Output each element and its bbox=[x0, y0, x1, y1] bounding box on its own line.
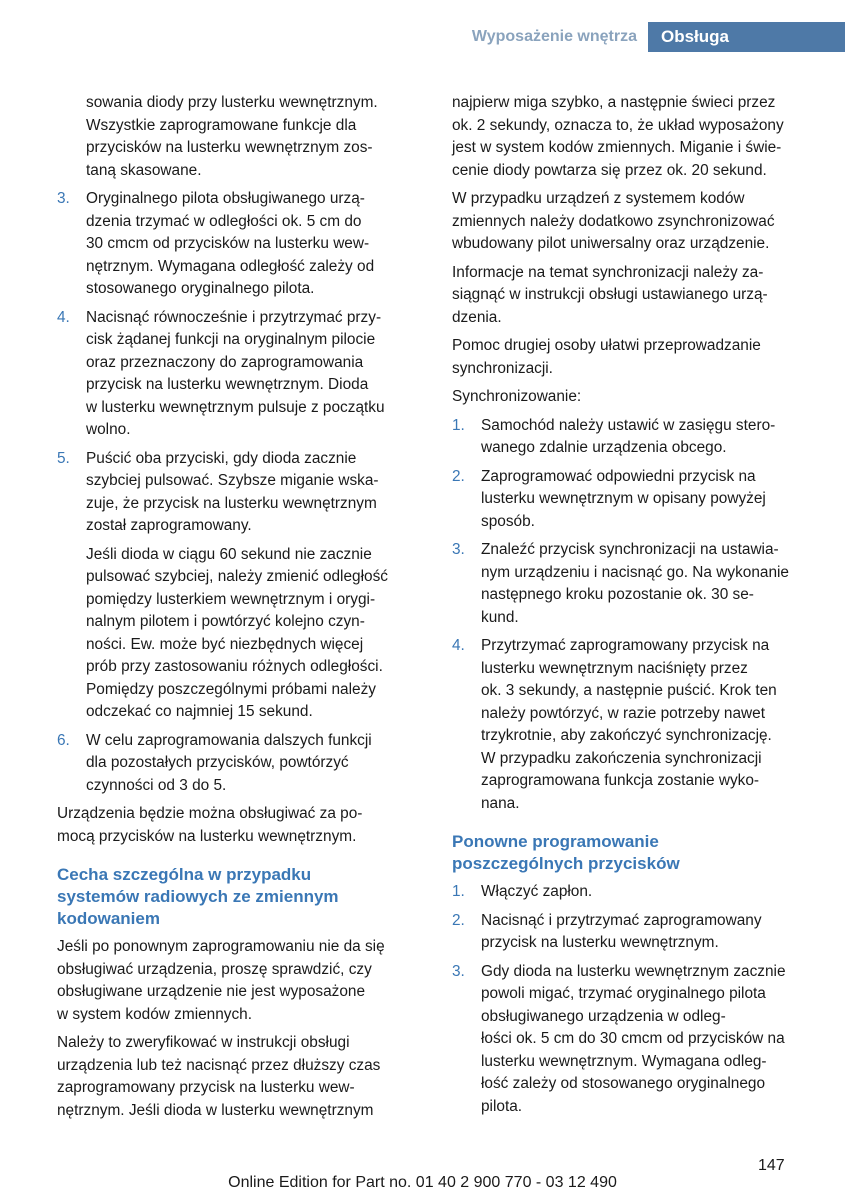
text-line: Jeśli po ponownym zaprogramowaniu nie da się bbox=[57, 938, 385, 955]
paragraph bbox=[452, 262, 822, 330]
list-item-text bbox=[481, 466, 822, 534]
text-line: Przytrzymać zaprogramowany przycisk na bbox=[481, 637, 770, 654]
list-number: 6. bbox=[57, 731, 70, 749]
text-line: prób przy zastosowaniu różnych odległości. bbox=[86, 658, 383, 675]
text-line: Zaprogramować odpowiedni przycisk na bbox=[481, 467, 756, 485]
text-line: dzenia trzymać w odległości ok. 5 cm do bbox=[86, 212, 362, 230]
list-item bbox=[452, 415, 822, 460]
text-line: Pomiędzy poszczególnymi próbami należy bbox=[86, 680, 376, 698]
text-line: siągnąć w instrukcji obsługi ustawianego urzą- bbox=[452, 286, 768, 303]
list-number: 2. bbox=[452, 911, 465, 929]
text-line: lusterku wewnętrznym naciśnięty przez bbox=[481, 659, 748, 677]
text-line: łości ok. 5 cm do 30 cmcm od przycisków na bbox=[481, 1030, 785, 1047]
list-number: 2. bbox=[452, 467, 465, 485]
left-column bbox=[57, 92, 427, 1128]
list-item-text bbox=[481, 415, 822, 460]
text-line: w lusterku wewnętrznym pulsuje z początku bbox=[86, 398, 385, 416]
section-heading-reprogramming bbox=[452, 831, 822, 875]
list-item-text bbox=[481, 961, 822, 1119]
text-line: cisk żądanej funkcji na oryginalnym pilocie bbox=[86, 331, 376, 348]
text-line: pomiędzy lusterkiem wewnętrznym i orygi- bbox=[86, 590, 376, 608]
text-line: W przypadku zakończenia synchronizacji bbox=[481, 749, 762, 767]
list-item bbox=[452, 635, 822, 815]
list-item-text bbox=[86, 188, 427, 301]
list-number: 1. bbox=[452, 883, 465, 900]
text-line: systemów radiowych ze zmiennym bbox=[57, 887, 339, 906]
text-line: w system kodów zmiennych. bbox=[57, 1005, 253, 1023]
text-line: Oryginalnego pilota obsługiwanego urzą- bbox=[86, 190, 365, 207]
list-item bbox=[452, 961, 822, 1119]
text-line: sowania diody przy lusterku wewnętrznym. bbox=[86, 94, 378, 111]
text-line: wolno. bbox=[86, 421, 131, 438]
text-line: wbudowany pilot uniwersalny oraz urządzenie. bbox=[452, 235, 770, 252]
header-chapter-tab: Obsługa bbox=[648, 22, 845, 52]
list-item bbox=[57, 448, 427, 724]
list-item-text bbox=[86, 448, 427, 538]
text-line: łość zależy od stosowanego oryginalnego bbox=[481, 1075, 766, 1092]
text-line: nalnym pilotem i powtórzyć kolejno czyn- bbox=[86, 613, 365, 630]
text-line: Jeśli dioda w ciągu 60 sekund nie zacznie bbox=[86, 545, 372, 563]
text-line: Gdy dioda na lusterku wewnętrznym zacznie bbox=[481, 962, 786, 980]
paragraph bbox=[452, 188, 822, 256]
text-line: W przypadku urządzeń z systemem kodów bbox=[452, 190, 745, 207]
text-line: nana. bbox=[481, 794, 520, 812]
list-number: 4. bbox=[57, 308, 70, 326]
text-line: poszczególnych przycisków bbox=[452, 854, 680, 873]
closing-paragraph bbox=[57, 803, 427, 848]
text-line: odczekać co najmniej 15 sekund. bbox=[86, 703, 313, 720]
paragraph bbox=[57, 1032, 427, 1122]
list-item bbox=[452, 881, 822, 904]
text-line: następnego kroku pozostanie ok. 30 se- bbox=[481, 586, 754, 603]
text-line: Znaleźć przycisk synchronizacji na ustawia- bbox=[481, 541, 779, 558]
text-line: jest w system kodów zmiennych. Miganie i świe- bbox=[452, 139, 782, 156]
text-line: pilota. bbox=[481, 1097, 523, 1115]
list-item-text bbox=[86, 307, 427, 442]
text-line: Samochód należy ustawić w zasięgu stero- bbox=[481, 416, 776, 434]
text-line: szybciej pulsować. Szybsze miganie wska- bbox=[86, 472, 379, 489]
text-line: nętrznym. Jeśli dioda w lusterku wewnętrznym bbox=[57, 1101, 374, 1119]
right-column bbox=[452, 92, 822, 1124]
text-line: W celu zaprogramowania dalszych funkcji bbox=[86, 731, 372, 749]
text-line: Nacisnąć i przytrzymać zaprogramowany bbox=[481, 911, 762, 929]
text-line: zaprogramowana funkcja zostanie wyko- bbox=[481, 772, 760, 789]
list-item bbox=[57, 730, 427, 798]
paragraph bbox=[452, 335, 822, 380]
text-line: ności. Ew. może być niezbędnych więcej bbox=[86, 635, 364, 653]
text-line: zuje, że przycisk na lusterku wewnętrznym bbox=[86, 494, 377, 512]
list-number: 3. bbox=[452, 962, 465, 980]
text-line: urządzenia lub też nacisnąć przez dłuższy czas bbox=[57, 1056, 381, 1074]
page-header bbox=[0, 22, 845, 52]
text-line: obsługiwane urządzenie nie jest wyposażone bbox=[57, 983, 366, 1000]
text-line: sposób. bbox=[481, 512, 535, 530]
text-line: zaprogramowany przycisk na lusterku wew- bbox=[57, 1079, 355, 1096]
text-line: Ponowne programowanie bbox=[452, 832, 659, 851]
list-item bbox=[452, 466, 822, 534]
list-item bbox=[57, 307, 427, 442]
text-line: ok. 2 sekundy, oznacza to, że układ wyposażony bbox=[452, 116, 784, 134]
text-line: Cecha szczególna w przypadku bbox=[57, 865, 312, 884]
text-line: oraz przeznaczony do zaprogramowania bbox=[86, 353, 364, 371]
text-line: ok. 3 sekundy, a następnie puścić. Krok ten bbox=[481, 682, 777, 699]
list-item-note bbox=[86, 544, 427, 724]
text-line: czynności od 3 do 5. bbox=[86, 776, 227, 794]
text-line: dzenia. bbox=[452, 308, 502, 326]
text-line: stosowanego oryginalnego pilota. bbox=[86, 280, 315, 297]
text-line: cenie diody powtarza się przez ok. 20 sekund. bbox=[452, 161, 767, 179]
list-item-text bbox=[481, 539, 822, 629]
text-line: taną skasowane. bbox=[86, 161, 202, 179]
list-number: 5. bbox=[57, 449, 70, 467]
text-line: lusterku wewnętrznym. Wymagana odleg- bbox=[481, 1052, 767, 1070]
text-line: trzykrotnie, aby zakończyć synchronizację. bbox=[481, 727, 772, 744]
paragraph bbox=[452, 92, 822, 182]
text-line: Włączyć zapłon. bbox=[481, 883, 593, 900]
text-line: nym urządzeniu i nacisnąć go. Na wykonanie bbox=[481, 563, 789, 581]
list-number: 4. bbox=[452, 637, 465, 654]
text-line: wanego zdalnie urządzenia obcego. bbox=[481, 439, 727, 456]
text-line: kund. bbox=[481, 608, 519, 626]
text-line: najpierw miga szybko, a następnie świeci przez bbox=[452, 94, 776, 111]
text-line: 30 cmcm od przycisków na lusterku wew- bbox=[86, 235, 370, 252]
text-line: obsługiwać urządzenia, proszę sprawdzić, czy bbox=[57, 960, 372, 978]
footer-edition-text: Online Edition for Part no. 01 40 2 900 770 - 03 12 490 bbox=[228, 1174, 617, 1191]
list-item-text bbox=[481, 910, 822, 955]
text-line: przycisków na lusterku wewnętrznym zos- bbox=[86, 139, 373, 156]
text-line: Urządzenia będzie można obsługiwać za po- bbox=[57, 805, 363, 822]
text-line: kodowaniem bbox=[57, 909, 160, 928]
list-item-text bbox=[86, 730, 427, 798]
text-line: Należy to zweryfikować w instrukcji obsługi bbox=[57, 1034, 350, 1051]
text-line: obsługiwanego urządzenia w odleg- bbox=[481, 1007, 726, 1025]
list-item-text bbox=[481, 635, 822, 815]
text-line: należy powtórzyć, w razie potrzeby nawet bbox=[481, 704, 765, 722]
text-line: synchronizacji. bbox=[452, 359, 553, 377]
sync-label: Synchronizowanie: bbox=[452, 388, 582, 405]
text-line: Wszystkie zaprogramowane funkcje dla bbox=[86, 116, 357, 134]
header-section-title: Wyposażenie wnętrza bbox=[471, 28, 637, 45]
sync-steps-list bbox=[452, 415, 822, 816]
text-line: nętrznym. Wymagana odległość zależy od bbox=[86, 257, 375, 275]
list-item-text bbox=[481, 881, 822, 904]
paragraph bbox=[57, 936, 427, 1026]
list-number: 3. bbox=[452, 541, 465, 558]
section-heading-rolling-code bbox=[57, 864, 427, 930]
text-line: pulsować szybciej, należy zmienić odległość bbox=[86, 568, 388, 585]
text-line: został zaprogramowany. bbox=[86, 517, 252, 534]
text-line: przycisk na lusterku wewnętrznym. Dioda bbox=[86, 376, 369, 393]
text-line: przycisk na lusterku wewnętrznym. bbox=[481, 934, 719, 951]
text-line: Informacje na temat synchronizacji należy za- bbox=[452, 263, 764, 281]
page-number: 147 bbox=[758, 1157, 785, 1174]
text-line: dla pozostałych przycisków, powtórzyć bbox=[86, 754, 349, 771]
continued-step-text bbox=[57, 92, 427, 182]
text-line: powoli migać, trzymać oryginalnego pilota bbox=[481, 985, 766, 1002]
text-line: lusterku wewnętrznym w opisany powyżej bbox=[481, 490, 766, 507]
list-item bbox=[452, 539, 822, 629]
text-line: Puścić oba przyciski, gdy dioda zacznie bbox=[86, 449, 357, 467]
text-line: Pomoc drugiej osoby ułatwi przeprowadzanie bbox=[452, 337, 761, 354]
reprogramming-steps-list bbox=[452, 881, 822, 1118]
text-line: zmiennych należy dodatkowo zsynchronizować bbox=[452, 212, 775, 230]
list-item bbox=[452, 910, 822, 955]
list-item bbox=[57, 188, 427, 301]
list-number: 3. bbox=[57, 190, 70, 207]
text-line: Nacisnąć równocześnie i przytrzymać przy- bbox=[86, 308, 382, 326]
text-line: mocą przycisków na lusterku wewnętrznym. bbox=[57, 827, 357, 845]
list-number: 1. bbox=[452, 416, 465, 434]
